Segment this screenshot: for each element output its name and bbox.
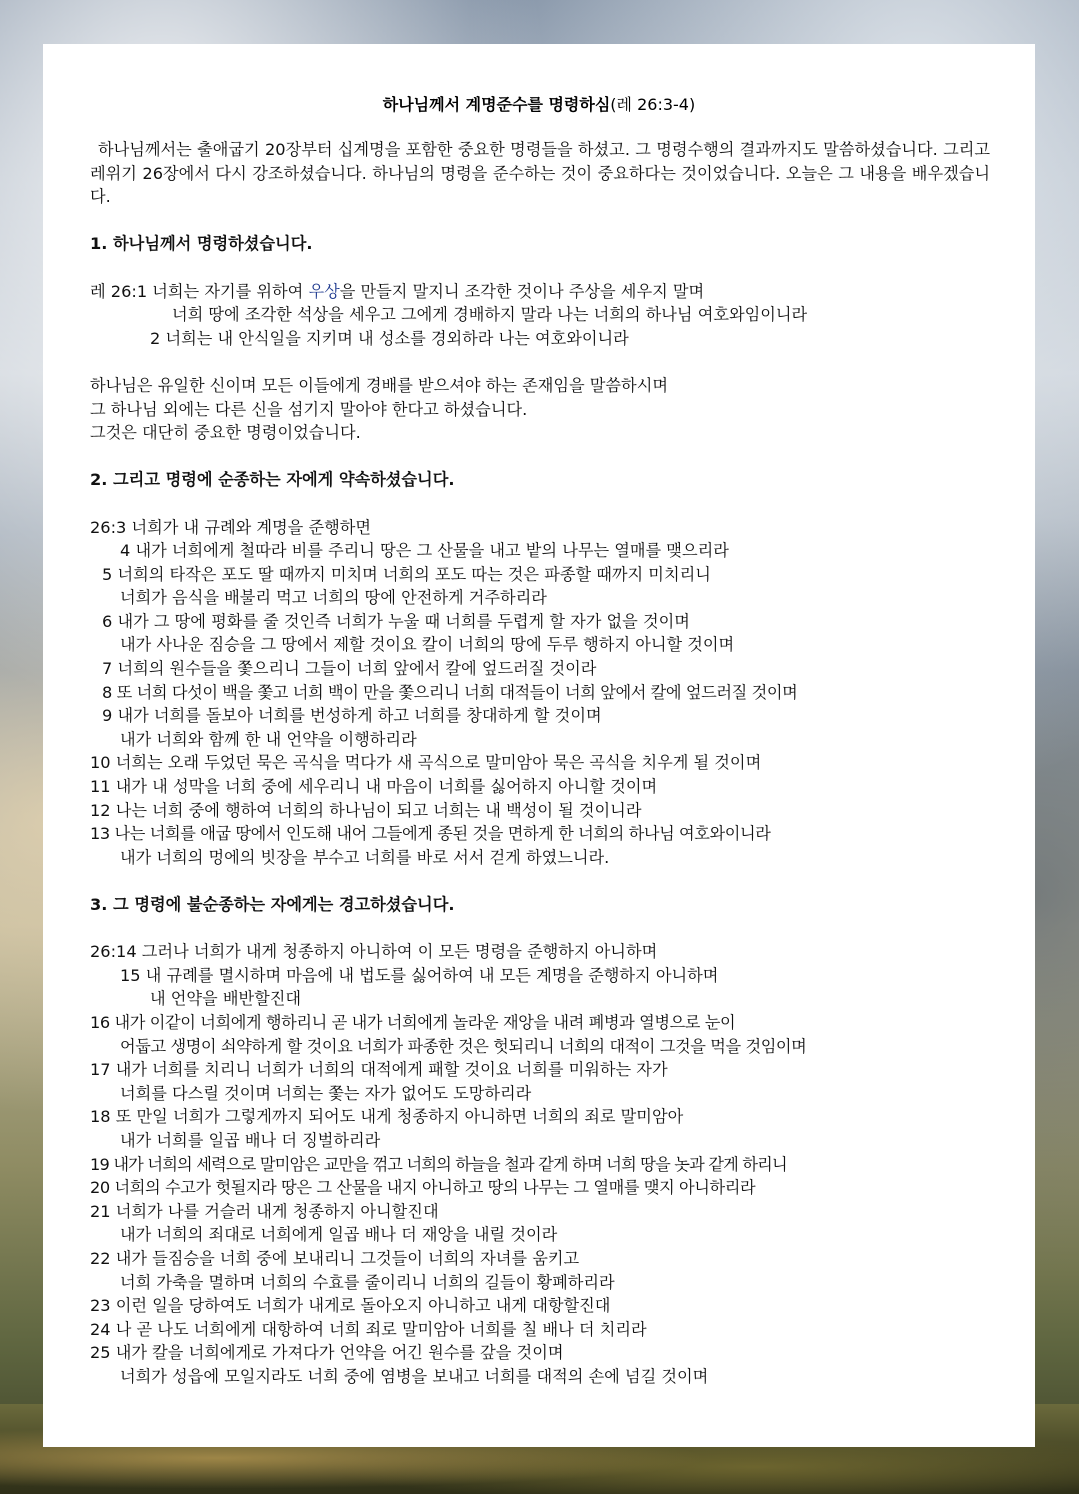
verse-line: 24 나 곧 나도 너희에게 대항하여 너희 죄로 말미암아 너희를 칠 배나 더 치리라: [90, 1319, 647, 1339]
verse-26-1-post: 을 만들지 말지니 조각한 것이나 주상을 세우지 말며: [339, 281, 705, 301]
title-reference: (레 26:3-4): [610, 95, 696, 114]
verse-line: 16 내가 이같이 너희에게 행하리니 곧 내가 너희에게 놀라운 재앙을 내려 폐병과 열병으로 눈이: [90, 1012, 736, 1032]
verse-line: 26:3 너희가 내 규례와 계명을 준행하면: [90, 517, 371, 537]
section-2-heading: 2. 그리고 명령에 순종하는 자에게 약속하셨습니다.: [90, 470, 455, 490]
document-page: [43, 44, 1035, 1447]
verse-line: 17 내가 너희를 치리니 너희가 너희의 대적에게 패할 것이요 너희를 미워하는 자가: [90, 1060, 668, 1080]
verse-line: 내가 너희의 죄대로 너희에게 일곱 배나 더 재앙을 내릴 것이라: [120, 1225, 558, 1245]
verse-line: 내 언약을 배반할진대: [150, 989, 302, 1009]
verse-26-1-pre: 레 26:1 너희는 자기를 위하여: [90, 281, 309, 301]
verse-line: 18 또 만일 너희가 그렇게까지 되어도 내게 청종하지 아니하면 너희의 죄로 말미암아: [90, 1107, 684, 1127]
verse-line: 10 너희는 오래 두었던 묵은 곡식을 먹다가 새 곡식으로 말미암아 묵은 곡식을 치우게 될 것이며: [90, 753, 762, 773]
verse-26-1: [90, 280, 990, 304]
verse-26-1-highlight: 우상: [308, 281, 340, 301]
verse-line: 내가 너희의 멍에의 빗장을 부수고 너희를 바로 서서 걷게 하였느니라.: [120, 847, 610, 867]
verse-line: 너희가 음식을 배불리 먹고 너희의 땅에 안전하게 거주하리라: [120, 588, 547, 608]
verse-line: 8 또 너희 다섯이 백을 쫓고 너희 백이 만을 쫓으리니 너희 대적들이 너희 앞에서 칼에 엎드러질 것이며: [102, 682, 798, 702]
verse-line: 5 너희의 타작은 포도 딸 때까지 미치며 너희의 포도 따는 것은 파종할 때까지 미치리니: [102, 564, 711, 584]
verse-line: 9 내가 너희를 돌보아 너희를 번성하게 하고 너희를 창대하게 할 것이며: [102, 706, 602, 726]
verse-line: 내가 너희와 함께 한 내 언약을 이행하리라: [120, 729, 417, 749]
verse-line: 너희를 다스릴 것이며 너희는 쫓는 자가 없어도 도망하리라: [120, 1083, 532, 1103]
page-title: [43, 92, 1035, 115]
verse-line: 15 내 규례를 멸시하며 마음에 내 법도를 싫어하여 내 모든 계명을 준행하지 아니하며: [120, 965, 719, 985]
verse-line: 20 너희의 수고가 헛될지라 땅은 그 산물을 내지 아니하고 땅의 나무는 그 열매를 맺지 아니하리라: [90, 1178, 756, 1198]
section-1-para-2: 그 하나님 외에는 다른 신을 섬기지 말아야 한다고 하셨습니다.: [90, 399, 528, 419]
section-1-heading: 1. 하나님께서 명령하셨습니다.: [90, 234, 313, 254]
verse-26-2: 2 너희는 내 안식일을 지키며 내 성소를 경외하라 나는 여호와이니라: [150, 328, 629, 348]
verse-line: 21 너희가 나를 거슬러 내게 청종하지 아니할진대: [90, 1201, 439, 1221]
verse-line: 12 나는 너희 중에 행하여 너희의 하나님이 되고 너희는 내 백성이 될 것이니라: [90, 800, 642, 820]
verse-line: 25 내가 칼을 너희에게로 가져다가 언약을 어긴 원수를 갚을 것이며: [90, 1343, 564, 1363]
verse-line: 26:14 그러나 너희가 내게 청종하지 아니하여 이 모든 명령을 준행하지 아니하며: [90, 942, 658, 962]
verse-26-1-cont: 너희 땅에 조각한 석상을 세우고 그에게 경배하지 말라 나는 너희의 하나님 여호와임이니라: [172, 305, 808, 325]
verse-line: 19 내가 너희의 세력으로 말미암은 교만을 꺾고 너희의 하늘을 철과 같게 하며 너희 땅을 놋과 같게 하리니: [90, 1154, 787, 1174]
verse-line: 어둡고 생명이 쇠약하게 할 것이요 너희가 파종한 것은 헛되리니 너희의 대적이 그것을 먹을 것임이며: [120, 1036, 807, 1056]
verse-line: 7 너희의 원수들을 쫓으리니 그들이 너희 앞에서 칼에 엎드러질 것이라: [102, 659, 597, 679]
section-3-heading: 3. 그 명령에 불순종하는 자에게는 경고하셨습니다.: [90, 895, 455, 914]
verse-line: 11 내가 내 성막을 너희 중에 세우리니 내 마음이 너희를 싫어하지 아니할 것이며: [90, 777, 658, 797]
verse-line: 13 나는 너희를 애굽 땅에서 인도해 내어 그들에게 종된 것을 면하게 한 너희의 하나님 여호와이니라: [90, 824, 771, 844]
verse-line: 너희 가축을 멸하며 너희의 수효를 줄이리니 너희의 길들이 황폐하리라: [120, 1272, 615, 1292]
intro-paragraph: 하나님께서는 출애굽기 20장부터 십계명을 포함한 중요한 명령들을 하셨고. 그 명령수행의 결과까지도 말씀하셨습니다. 그리고 레위기 26장에서 다시 강조하셨습니다. 하나님의 명령을 준수하는 것이 중요하다는 것이었습니다. 오늘은 그 내용을 배우겠습니다.: [90, 140, 990, 207]
verse-line: 6 내가 그 땅에 평화를 줄 것인즉 너희가 누울 때 너희를 두렵게 할 자가 없을 것이며: [102, 611, 690, 631]
verse-line: 너희가 성읍에 모일지라도 너희 중에 염병을 보내고 너희를 대적의 손에 넘길 것이며: [120, 1366, 709, 1386]
verse-line: 23 이런 일을 당하여도 너희가 내게로 돌아오지 아니하고 내게 대항할진대: [90, 1296, 611, 1316]
verse-line: 22 내가 들짐승을 너희 중에 보내리니 그것들이 너희의 자녀를 움키고: [90, 1248, 580, 1268]
verse-line: 내가 너희를 일곱 배나 더 징벌하리라: [120, 1130, 381, 1150]
verse-line: 내가 사나운 짐승을 그 땅에서 제할 것이요 칼이 너희의 땅에 두루 행하지 아니할 것이며: [120, 635, 735, 655]
verse-line: 4 내가 너희에게 철따라 비를 주리니 땅은 그 산물을 내고 밭의 나무는 열매를 맺으리라: [120, 541, 729, 561]
document-body: [90, 138, 990, 1388]
title-main: 하나님께서 계명준수를 명령하심: [382, 95, 611, 114]
section-1-para-3: 그것은 대단히 중요한 명령이었습니다.: [90, 423, 361, 443]
section-1-para-1: 하나님은 유일한 신이며 모든 이들에게 경배를 받으셔야 하는 존재임을 말씀하시며: [90, 375, 668, 395]
